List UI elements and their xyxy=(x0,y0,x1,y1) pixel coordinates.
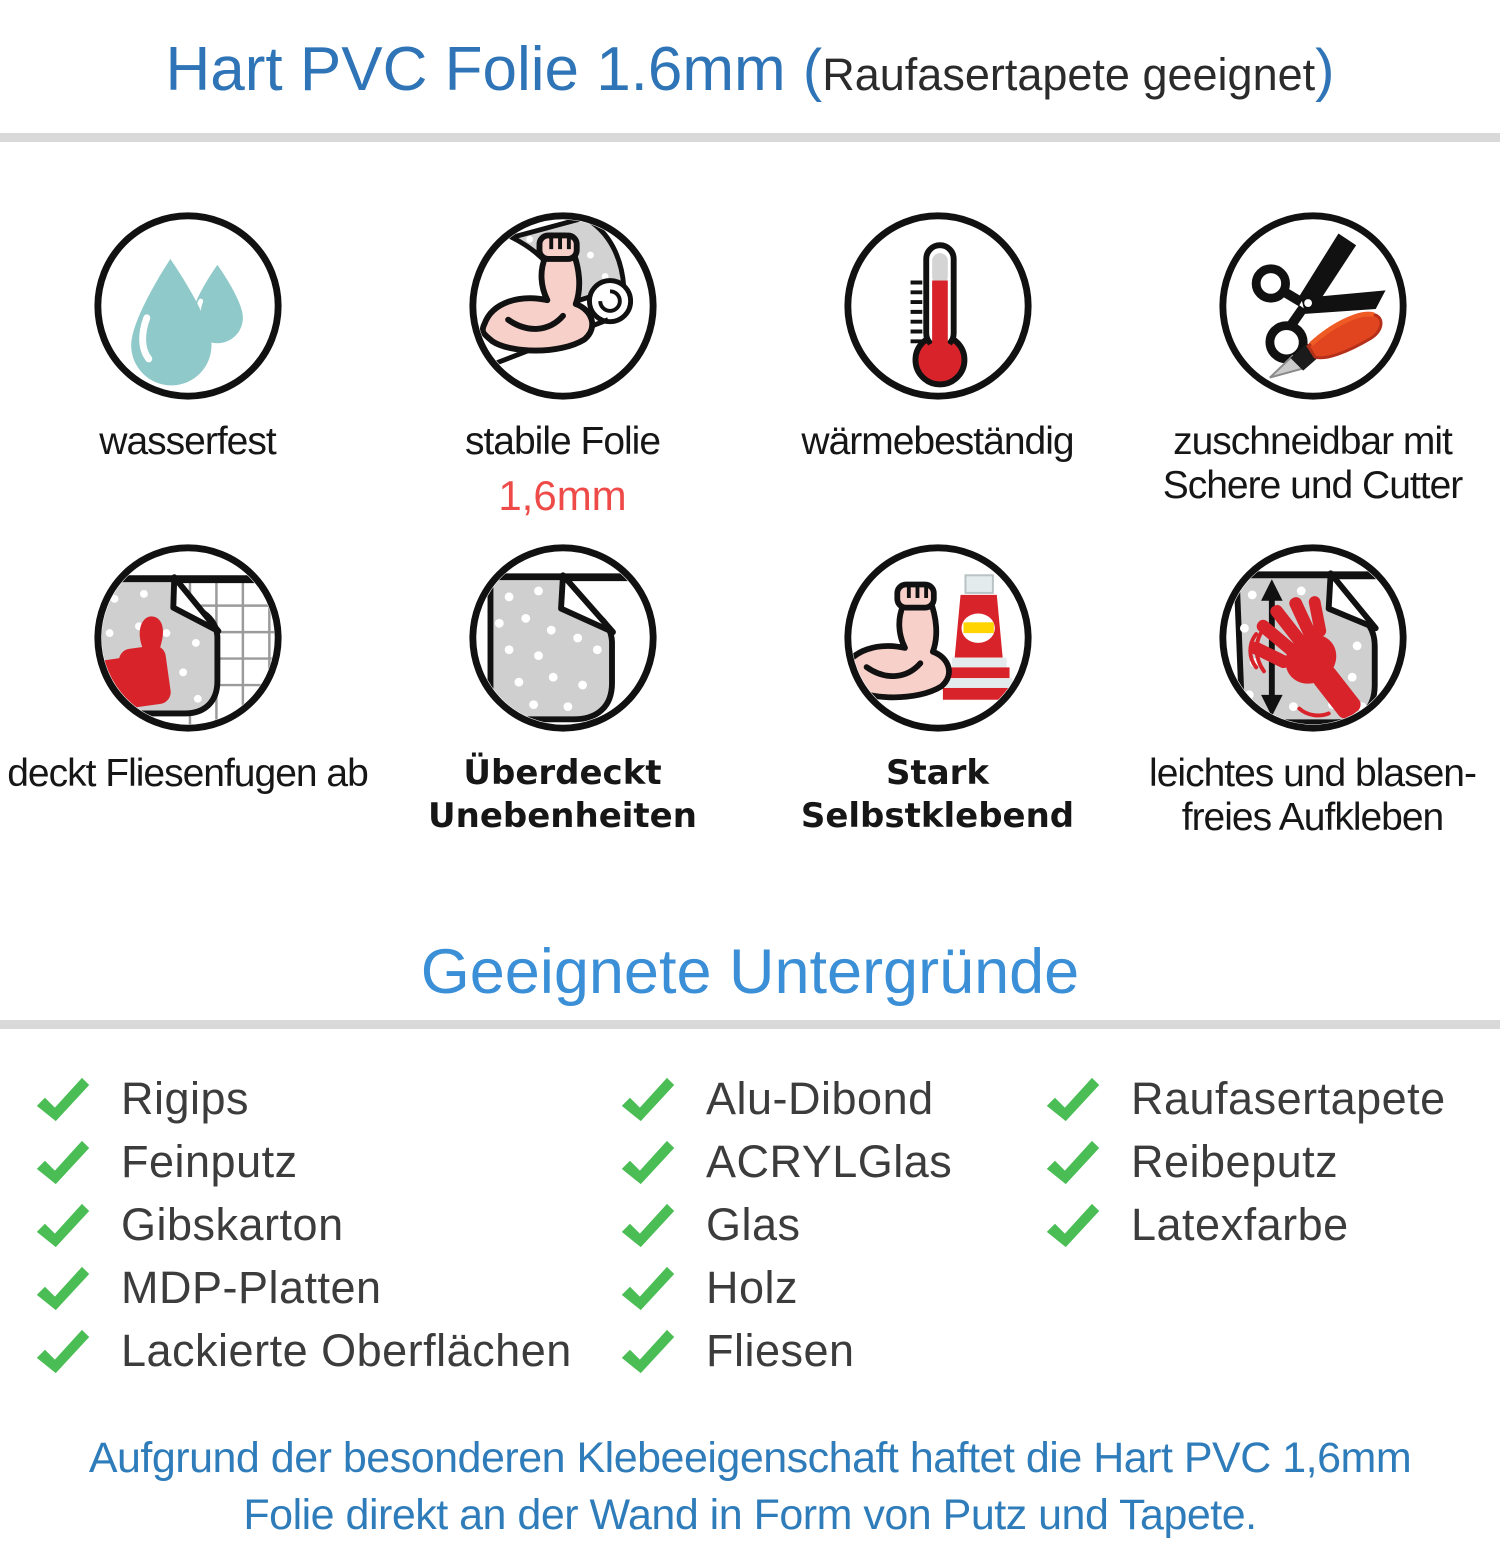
surfaces-column-3 xyxy=(1045,1073,1500,1388)
list-item: Gibskarton xyxy=(35,1199,620,1251)
check-icon xyxy=(1045,1139,1101,1186)
check-icon xyxy=(35,1265,91,1312)
surfaces-list xyxy=(0,1073,1500,1388)
feature-label: deckt Fliesenfugen ab xyxy=(7,752,368,795)
check-icon xyxy=(1045,1076,1101,1123)
scissors-cutter-icon xyxy=(1215,208,1411,404)
surfaces-column-2 xyxy=(620,1073,1045,1388)
list-item: Rigips xyxy=(35,1073,620,1125)
feature-stable-foil xyxy=(375,208,750,540)
feature-label: Überdeckt Unebenheiten xyxy=(428,753,697,836)
divider-middle xyxy=(0,1020,1500,1029)
surfaces-column-1 xyxy=(35,1073,620,1388)
title-paren-close: ) xyxy=(1315,38,1335,103)
list-item: Raufasertapete xyxy=(1045,1073,1500,1125)
list-item: Latexfarbe xyxy=(1045,1199,1500,1251)
feature-label: stabile Folie xyxy=(464,420,661,463)
footer-note xyxy=(0,1430,1500,1544)
feature-label: leichtes und blasen- freies Aufkleben xyxy=(1149,752,1476,839)
hand-press-icon xyxy=(1215,540,1411,736)
list-item: MDP-Platten xyxy=(35,1262,620,1314)
feature-waterproof xyxy=(0,208,375,540)
feature-label: wasserfest xyxy=(99,420,276,463)
list-item: Glas xyxy=(620,1199,1045,1251)
check-icon xyxy=(35,1139,91,1186)
check-icon xyxy=(620,1139,676,1186)
thermometer-icon xyxy=(840,208,1036,404)
feature-grid xyxy=(0,208,1500,872)
cover-unevenness-icon xyxy=(465,540,661,736)
feature-heat-resistant xyxy=(750,208,1125,540)
surfaces-heading: Geeignete Untergründe xyxy=(420,937,1080,1007)
feature-label: Stark Selbstklebend xyxy=(800,753,1075,836)
list-item: ACRYLGlas xyxy=(620,1136,1045,1188)
list-item: Holz xyxy=(620,1262,1045,1314)
feature-covers-tile-joints xyxy=(0,540,375,872)
title-note: Raufasertapete geeignet xyxy=(822,49,1316,100)
feature-self-adhesive xyxy=(750,540,1125,872)
check-icon xyxy=(620,1328,676,1375)
thumb-tiles-icon xyxy=(90,540,286,736)
feature-covers-unevenness xyxy=(375,540,750,872)
footer-line-1: Aufgrund der besonderen Klebeeigenschaft haftet die Hart PVC 1,6mm xyxy=(88,1434,1412,1482)
feature-label: wärmebeständig xyxy=(801,420,1074,463)
feature-highlight: 1,6mm xyxy=(498,471,627,519)
list-item: Alu-Dibond xyxy=(620,1073,1045,1125)
list-item: Reibeputz xyxy=(1045,1136,1500,1188)
list-item: Feinputz xyxy=(35,1136,620,1188)
check-icon xyxy=(1045,1202,1101,1249)
muscle-glue-icon xyxy=(840,540,1036,736)
water-drops-icon xyxy=(90,208,286,404)
footer-line-2: Folie direkt an der Wand in Form von Putz und Tapete. xyxy=(243,1490,1257,1539)
check-icon xyxy=(620,1202,676,1249)
feature-label: zuschneidbar mit Schere und Cutter xyxy=(1162,420,1463,507)
check-icon xyxy=(35,1076,91,1123)
feature-bubble-free xyxy=(1125,540,1500,872)
page-title xyxy=(0,0,1500,105)
check-icon xyxy=(620,1076,676,1123)
list-item: Lackierte Oberflächen xyxy=(35,1325,620,1377)
muscle-foil-icon xyxy=(465,208,661,404)
feature-cuttable xyxy=(1125,208,1500,540)
check-icon xyxy=(35,1202,91,1249)
list-item: Fliesen xyxy=(620,1325,1045,1377)
title-text: Hart PVC Folie 1.6mm xyxy=(165,35,803,104)
title-paren-open: ( xyxy=(802,38,823,103)
check-icon xyxy=(620,1265,676,1312)
check-icon xyxy=(35,1328,91,1375)
divider-top xyxy=(0,133,1500,142)
